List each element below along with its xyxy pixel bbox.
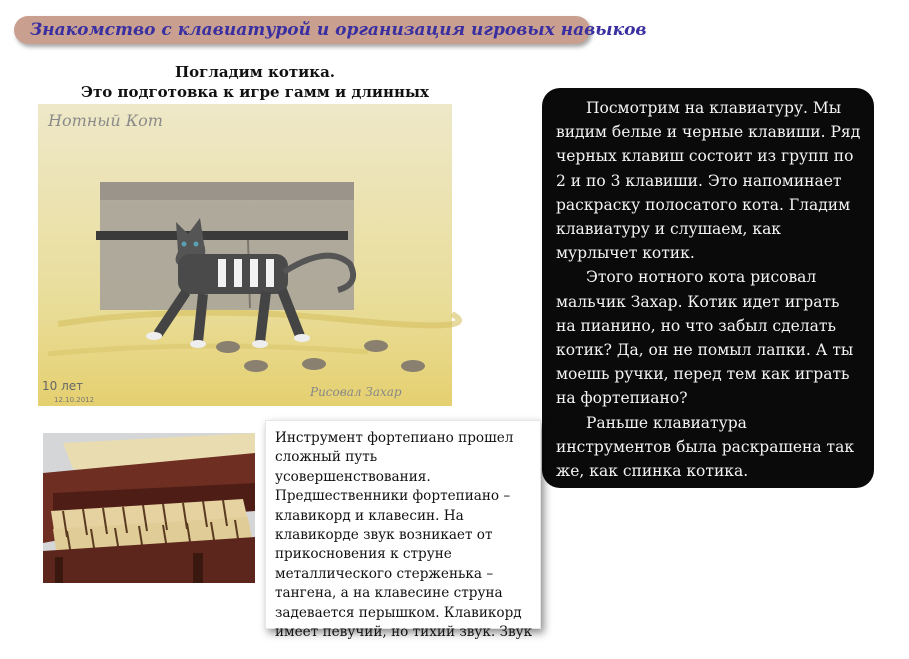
paw-print bbox=[302, 358, 326, 370]
history-note-text: Инструмент фортепиано прошел сложный путь усовершенствования. Предшественники фортепиано – клавикорд и клавесин. На клавикорде звук возникает от прикосновения к струне металлического стерженька – тангена, а на клавесине струна задевается перышком. Клавикорд имеет певучий, но тихий звук. Звук bbox=[275, 430, 533, 641]
caption-line-1: Погладим котика. bbox=[174, 63, 336, 81]
title-banner bbox=[14, 16, 647, 44]
piano-lid-line bbox=[96, 231, 348, 240]
description-paragraph-3: Раньше клавиатура инструментов была раскрашена так же, как спинка котика. bbox=[556, 413, 855, 481]
clavichord-photo bbox=[43, 433, 255, 583]
piano-top bbox=[100, 182, 354, 200]
paw-print bbox=[216, 341, 240, 353]
description-paragraph-1: Посмотрим на клавиатуру. Мы видим белые и черные клавиши. Ряд черных клавиш состоит из групп по 2 и по 3 клавиши. Это напоминает раскраску полосатого кота. Гладим клавиатуру и слушаем, как мурлычет котик. bbox=[556, 99, 861, 263]
paw-print bbox=[364, 340, 388, 352]
history-note bbox=[265, 420, 541, 641]
caption-line-2: Это подготовка к игре гамм и длинных bbox=[81, 83, 429, 101]
description-paragraph-2: Этого нотного кота рисовал мальчик Захар. Котик идет играть на пианино, но что забыл сделать котик? Да, он не помыл лапки. А ты моешь ручки, перед тем как играть на фортепиано? bbox=[556, 268, 854, 408]
description-text bbox=[556, 96, 862, 483]
drawing-date: 12.10.2012 bbox=[54, 396, 95, 404]
drawing-corner-label: Нотный Кот bbox=[48, 111, 163, 130]
paw-print bbox=[244, 360, 268, 372]
drawing-age-note: 10 лет bbox=[42, 379, 84, 393]
drawing-signature: Рисовал Захар bbox=[310, 385, 402, 399]
banner-title: Знакомство с клавиатурой и организация игровых навыков bbox=[30, 20, 647, 40]
cat-drawing bbox=[38, 104, 452, 406]
paw-print bbox=[401, 360, 425, 372]
description-panel bbox=[542, 88, 874, 488]
